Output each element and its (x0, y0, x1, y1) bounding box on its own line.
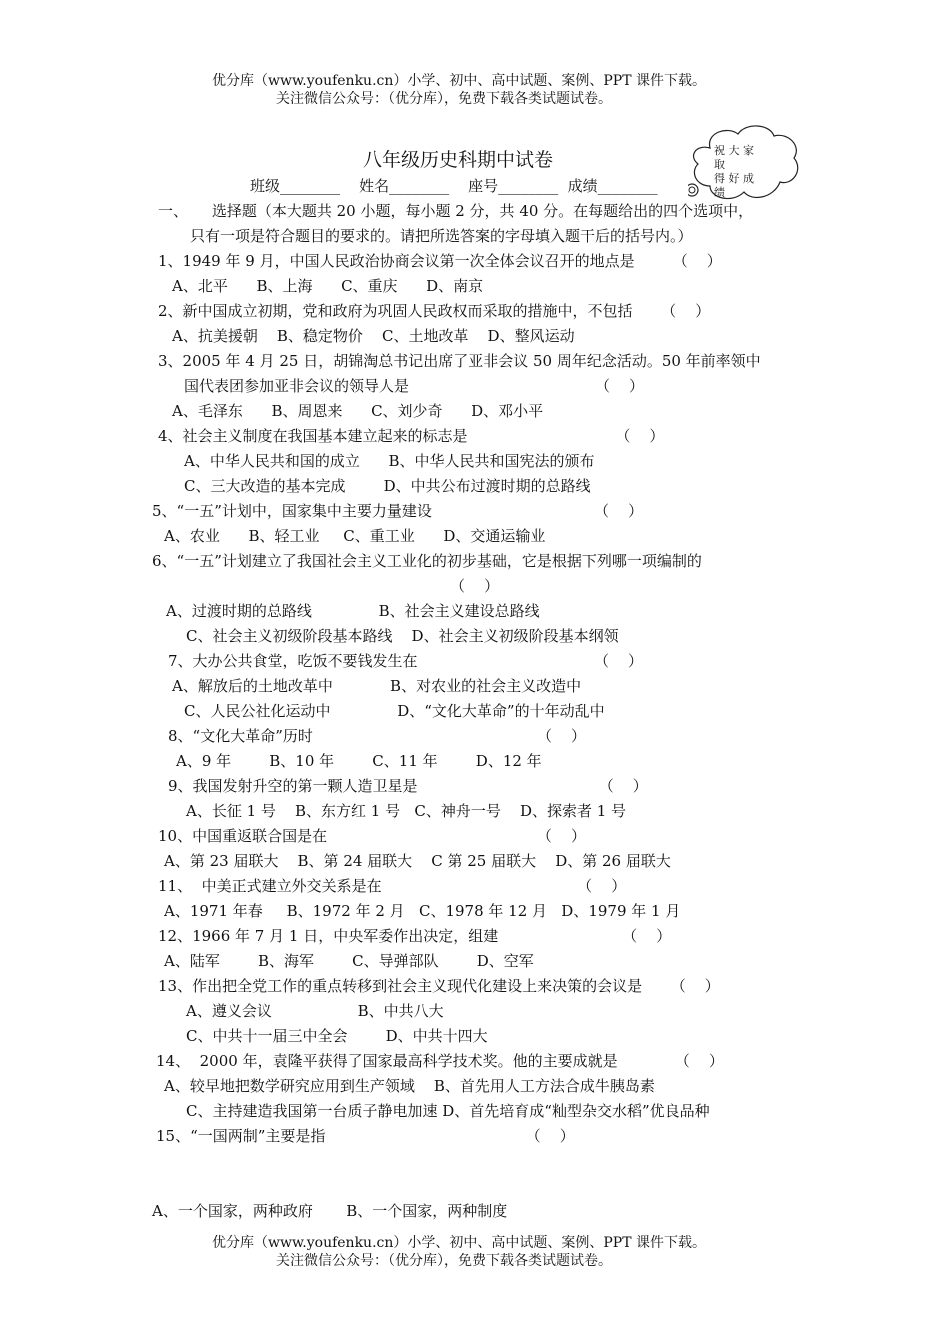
header-line-2: 关注微信公众号：（优分库），免费下载各类试题试卷。 (276, 91, 612, 107)
greeting-text-1: 祝 大 家 (714, 144, 754, 157)
question-stem-continued: 国代表团参加亚非会议的领导人是 （ ） (184, 377, 645, 395)
question-options: C、中共十一届三中全会 D、中共十四大 (186, 1027, 488, 1045)
question-options: A、中华人民共和国的成立 B、中华人民共和国宪法的颁布 (184, 452, 595, 470)
question-options: C、三大改造的基本完成 D、中共公布过渡时期的总路线 (184, 477, 591, 495)
question-stem: 1、1949 年 9 月，中国人民政治协商会议第一次全体会议召开的地点是 （ ） (158, 252, 722, 270)
question-stem: 3、2005 年 4 月 25 日，胡锦淘总书记出席了亚非会议 50 周年纪念活动。50 年前率领中 (158, 352, 761, 370)
question-stem: 15、“一国两制”主要是指 （ ） (156, 1127, 575, 1145)
question-options: A、1971 年春 B、1972 年 2 月 C、1978 年 12 月 D、1979 年 1 月 (164, 902, 681, 920)
question-options: A、毛泽东 B、周恩来 C、刘少奇 D、邓小平 (172, 402, 544, 420)
greeting-cloud (688, 122, 804, 206)
question-stem-continued: （ ） (450, 577, 500, 595)
question-options: A、9 年 B、10 年 C、11 年 D、12 年 (176, 752, 542, 770)
question-options: A、抗美援朝 B、稳定物价 C、土地改革 D、整风运动 (172, 327, 575, 345)
greeting-text-2: 取 (714, 158, 725, 171)
question-options: C、人民公社化运动中 D、“文化大革命”的十年动乱中 (184, 702, 605, 720)
question-options: A、农业 B、轻工业 C、重工业 D、交通运输业 (164, 527, 546, 545)
question-options: A、第 23 届联大 B、第 24 届联大 C 第 25 届联大 D、第 26 届联大 (164, 852, 671, 870)
question-stem: 10、中国重返联合国是在 （ ） (158, 827, 586, 845)
section-instructions: 只有一项是符合题目的要求的。请把所选答案的字母填入题干后的括号内。） (190, 227, 693, 245)
footer-line-2: 关注微信公众号：（优分库），免费下载各类试题试卷。 (276, 1253, 612, 1269)
question-options: A、遵义会议 B、中共八大 (186, 1002, 444, 1020)
question-stem: 7、大办公共食堂，吃饭不要钱发生在 （ ） (168, 652, 644, 670)
footer-line-1: 优分库（www.youfenku.cn）小学、初中、高中试题、案例、PPT 课件下载。 (212, 1235, 707, 1251)
question-options: C、主持建造我国第一台质子静电加速 D、首先培育成“籼型杂交水稻”优良品种 (186, 1102, 710, 1120)
question-options: A、一个国家，两种政府 B、一个国家，两种制度 (152, 1202, 508, 1220)
cloud-icon (688, 122, 804, 206)
question-stem: 12、1966 年 7 月 1 日，中央军委作出决定，组建 （ ） (158, 927, 672, 945)
question-stem: 4、社会主义制度在我国基本建立起来的标志是 （ ） (158, 427, 665, 445)
question-stem: 13、作出把全党工作的重点转移到社会主义现代化建设上来决策的会议是 （ ） (158, 977, 720, 995)
question-stem: 11、 中美正式建立外交关系是在 （ ） (158, 877, 627, 895)
question-stem: 14、 2000 年，袁隆平获得了国家最高科学技术奖。他的主要成就是 （ ） (156, 1052, 724, 1070)
question-stem: 9、我国发射升空的第一颗人造卫星是 （ ） (168, 777, 648, 795)
question-stem: 5、“一五”计划中，国家集中主要力量建设 （ ） (152, 502, 644, 520)
question-options: A、长征 1 号 B、东方红 1 号 C、神舟一号 D、探索者 1 号 (186, 802, 627, 820)
question-options: A、北平 B、上海 C、重庆 D、南京 (172, 277, 484, 295)
question-options: A、解放后的土地改革中 B、对农业的社会主义改造中 (172, 677, 582, 695)
question-stem: 6、“一五”计划建立了我国社会主义工业化的初步基础，它是根据下列哪一项编制的 (152, 552, 702, 570)
header-line-1: 优分库（www.youfenku.cn）小学、初中、高中试题、案例、PPT 课件下载。 (212, 73, 707, 89)
exam-title: 八年级历史科期中试卷 (363, 149, 554, 171)
question-options: A、陆军 B、海军 C、导弹部队 D、空军 (164, 952, 534, 970)
greeting-text-3: 得 好 成 (714, 172, 754, 185)
greeting-text-4: 绩 (714, 186, 725, 199)
section-heading: 一、 选择题（本大题共 20 小题，每小题 2 分，共 40 分。在每题给出的四个选项中， (158, 202, 754, 220)
question-options: C、社会主义初级阶段基本路线 D、社会主义初级阶段基本纲领 (186, 627, 619, 645)
student-info-fields: 班级________ 姓名________ 座号________ 成绩________ (250, 177, 658, 195)
question-stem: 2、新中国成立初期，党和政府为巩固人民政权而采取的措施中，不包括 （ ） (158, 302, 711, 320)
question-options: A、过渡时期的总路线 B、社会主义建设总路线 (166, 602, 540, 620)
question-stem: 8、“文化大革命”历时 （ ） (168, 727, 587, 745)
question-options: A、较早地把数学研究应用到生产领域 B、首先用人工方法合成牛胰岛素 (164, 1077, 655, 1095)
